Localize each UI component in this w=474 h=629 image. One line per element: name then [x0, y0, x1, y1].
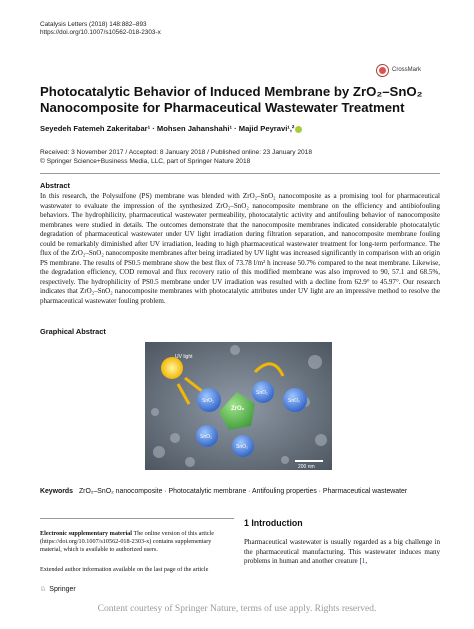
graphical-abstract-image	[145, 342, 332, 470]
sno2-label: SnO₂	[288, 398, 300, 404]
authors-text: Seyedeh Fatemeh Zakeritabar¹ · Mohsen Jahanshahi¹ · Majid Peyravi¹,²	[40, 124, 295, 133]
keywords	[40, 488, 407, 495]
title-line-1: Photocatalytic Behavior of Induced Membrane by ZrO₂–SnO₂	[40, 84, 423, 99]
journal-doi[interactable]: https://doi.org/10.1007/s10562-018-2303-x	[40, 29, 161, 37]
crossmark-label: CrossMark	[392, 67, 422, 73]
title-line-2: Nanocomposite for Pharmaceutical Wastewater Treatment	[40, 100, 405, 115]
abstract-heading: Abstract	[40, 181, 70, 190]
intro-body: Pharmaceutical wastewater is usually regarded as a big challenge in the pharmaceutical manufacturing. This wastewater induces many problems in human and another creature [	[244, 538, 440, 566]
footnote-rule	[40, 518, 234, 519]
keywords-label: Keywords	[40, 488, 73, 495]
uv-label: UV light	[175, 354, 193, 360]
article-dates	[40, 148, 312, 166]
introduction-heading: 1 Introduction	[244, 518, 303, 528]
crossmark-badge[interactable]	[376, 62, 434, 78]
divider	[40, 173, 440, 174]
crossmark-icon	[376, 64, 389, 77]
springer-horse-icon: ♘	[40, 586, 47, 593]
history-dates: Received: 3 November 2017 / Accepted: 8 January 2018 / Published online: 23 January 2018	[40, 149, 312, 156]
publisher-logo	[40, 585, 76, 593]
orcid-icon[interactable]	[295, 126, 302, 133]
sno2-label: SnO₂	[200, 434, 212, 440]
journal-header	[40, 21, 161, 38]
author-list	[40, 124, 302, 133]
keywords-list: ZrO₂–SnO₂ nanocomposite · Photocatalytic membrane · Antifouling properties · Pharmaceutical wastewater	[78, 488, 408, 495]
zro2-label: ZrO₂	[231, 406, 245, 412]
esm-label: Electronic supplementary material	[40, 530, 132, 537]
courtesy-watermark: Content courtesy of Springer Nature, terms of use apply. Rights reserved.	[97, 604, 377, 614]
scale-label: 200 nm	[298, 464, 315, 470]
sno2-label: SnO₂	[256, 390, 268, 396]
journal-citation: Catalysis Letters (2018) 148:882–893	[40, 21, 147, 28]
scale-bar	[295, 460, 323, 462]
esm-note	[40, 530, 234, 555]
introduction-text	[244, 538, 440, 567]
intro-tail: ,	[365, 557, 368, 566]
article-title	[40, 84, 440, 116]
esm-text[interactable]: The online version of this article (https://doi.org/10.1007/s10562-018-2303-x) contains supplementary material, which is available to authorized users.	[40, 530, 215, 554]
sno2-label: SnO₂	[202, 398, 214, 404]
springer-label: Springer	[49, 585, 76, 593]
citation-link[interactable]: 1	[361, 557, 366, 566]
copyright: © Springer Science+Business Media, LLC, part of Springer Nature 2018	[40, 158, 251, 165]
sun-icon	[161, 357, 183, 379]
sno2-label: SnO₂	[236, 444, 248, 450]
abstract-text: In this research, the Polysulfone (PS) membrane was blended with ZrO₂–SnO₂ nanocomposite as a promising tool for pharmaceutical wastewater to evaluate the impression of the synthesized ZrO₂–SnO₂ nanocomposite membrane on the efficiency and antibiofouling behaviors. The hydrophilicity, pharmaceutical wastewater permeability, photocatalytic activity and antifouling behavior of nanocomposite membranes were studied in details. The outcomes demonstrate that the nanocomposite membranes indicated considerable photocatalytic degradation of pharmaceutical wastewater under UV light irradiation during filtration separation, and nanocomposite membrane fouling could be remarkably diminished after UV irradiation, leading to high pharmaceutical wastewater treatment for long-term performance. The flux of the ZrO₂–SnO₂ nanocomposite membranes after being irradiated by UV light was increased significantly in comparison with an origin PS membrane. The results of PS0.5 membrane show the best flux of 73.78 l/m² h increase 50.7% compared to the neat membrane. Likewise, the degradation efficiency, COD removal and flux recovery ratio of this modified membrane was also improved to 90, 57.1 and 68.5%, respectively. The hydrophilicity of PS0.5 membrane under UV irradiation was resulted with a decline from 62.9° to 45.97°. Our research indicates that ZrO₂–SnO₂ nanocomposite membranes with photocatalytic attributes under UV light are an impressive method to resolve the pharmaceutical wastewater fouling problem.	[40, 192, 440, 305]
graphical-abstract-heading: Graphical Abstract	[40, 327, 106, 336]
extended-info: Extended author information available on the last page of the article	[40, 566, 209, 573]
